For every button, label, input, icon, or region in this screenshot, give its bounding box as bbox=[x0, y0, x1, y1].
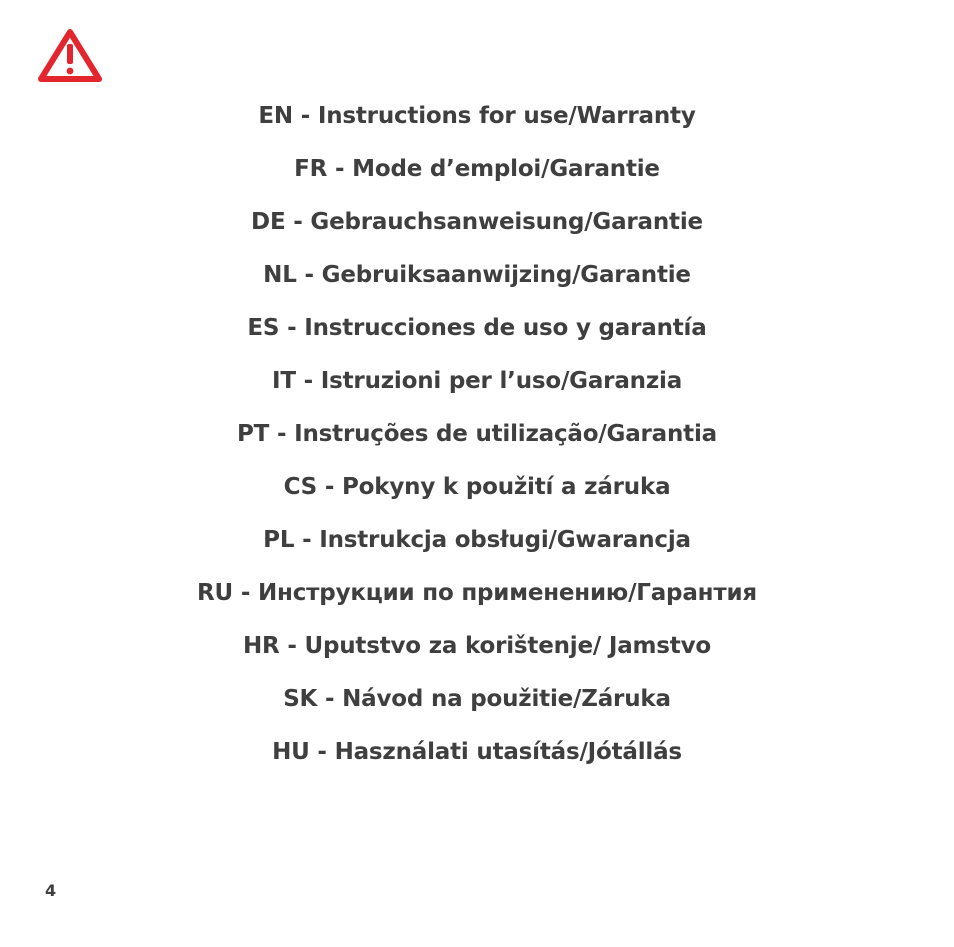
language-item-ru: RU - Инструкции по применению/Гарантия bbox=[197, 580, 757, 606]
warning-icon bbox=[37, 27, 103, 83]
page-number: 4 bbox=[45, 881, 57, 900]
language-item-hr: HR - Uputstvo za korištenje/ Jamstvo bbox=[242, 633, 711, 659]
language-item-sk: SK - Návod na použitie/Záruka bbox=[283, 686, 671, 712]
language-item-pl: PL - Instrukcja obsługi/Gwarancja bbox=[263, 527, 691, 553]
language-item-es: ES - Instrucciones de uso y garantía bbox=[247, 315, 707, 341]
language-item-nl: NL - Gebruiksaanwijzing/Garantie bbox=[263, 262, 691, 288]
language-item-fr: FR - Mode d’emploi/Garantie bbox=[294, 156, 660, 182]
language-item-de: DE - Gebrauchsanweisung/Garantie bbox=[251, 209, 703, 235]
language-item-it: IT - Istruzioni per l’uso/Garanzia bbox=[271, 368, 683, 394]
language-item-pt: PT - Instruções de utilização/Garantia bbox=[237, 421, 717, 447]
language-list bbox=[0, 95, 954, 784]
language-item-cs: CS - Pokyny k použití a záruka bbox=[283, 474, 671, 500]
language-item-hu: HU - Használati utasítás/Jótállás bbox=[272, 739, 682, 765]
language-item-en: EN - Instructions for use/Warranty bbox=[258, 103, 696, 129]
